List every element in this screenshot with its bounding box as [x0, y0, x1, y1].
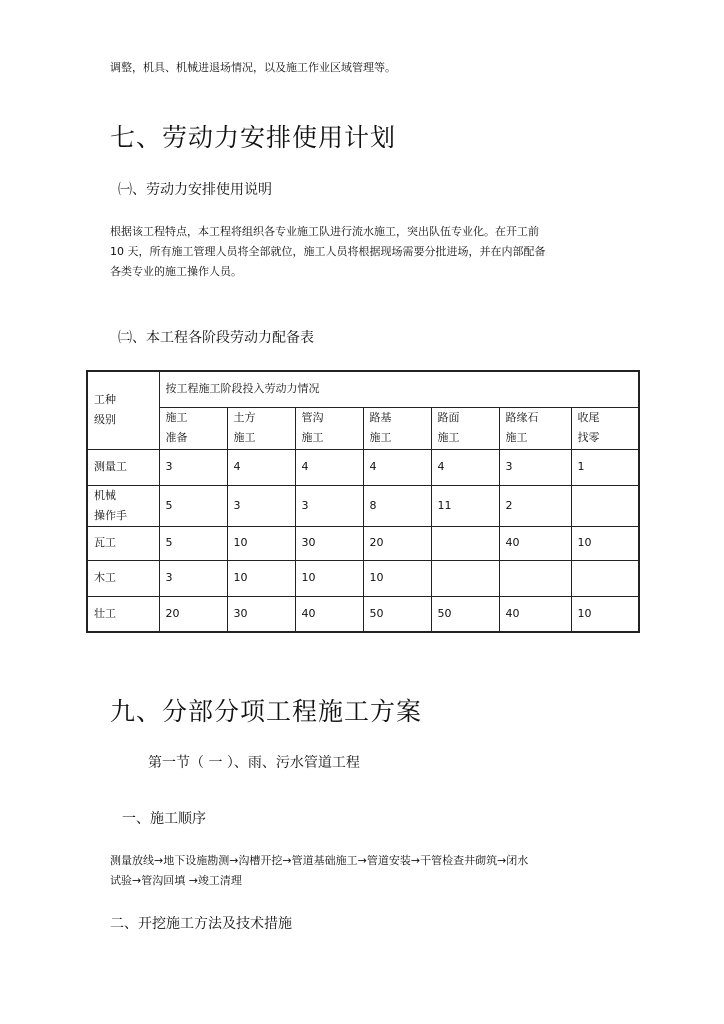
- table-cell: 3: [159, 560, 227, 596]
- construction-sequence: [110, 851, 528, 891]
- chapter-title: 第一节（ 一 ）、雨、污水管道工程: [148, 755, 360, 771]
- table-cell: 11: [431, 485, 499, 526]
- table-cell: 10: [363, 560, 431, 596]
- column-header: 施工 准备: [159, 407, 227, 449]
- labor-table: [86, 370, 640, 633]
- table-cell: 20: [363, 526, 431, 560]
- section-9-sub2: 二、开挖施工方法及技术措施: [110, 916, 292, 932]
- table-cell: 2: [499, 485, 571, 526]
- table-cell: 5: [159, 485, 227, 526]
- table-cell: [499, 560, 571, 596]
- paragraph-line: 各类专业的施工操作人员。: [110, 265, 242, 278]
- corner-cell: [87, 371, 159, 449]
- table-cell: 40: [499, 526, 571, 560]
- section-9-title: 九、分部分项工程施工方案: [110, 697, 423, 726]
- sequence-line: 试验→管沟回填 →竣工清理: [110, 874, 242, 887]
- table-cell: 30: [295, 526, 363, 560]
- table-cell: 10: [571, 596, 639, 632]
- table-header-row-1: [87, 371, 639, 407]
- intro-line: 调整，机具、机械进退场情况，以及施工作业区域管理等。: [110, 61, 396, 74]
- group-header: 按工程施工阶段投入劳动力情况: [159, 371, 639, 407]
- table-cell: 40: [499, 596, 571, 632]
- table-cell: 3: [159, 449, 227, 485]
- table-cell: [571, 560, 639, 596]
- table-cell: [431, 560, 499, 596]
- column-header: 收尾 找零: [571, 407, 639, 449]
- corner-top: 工种: [94, 393, 116, 407]
- table-row: [87, 526, 639, 560]
- column-header: 路面 施工: [431, 407, 499, 449]
- table-header-row-2: [87, 407, 639, 449]
- table-row: [87, 449, 639, 485]
- table-cell: 10: [227, 560, 295, 596]
- section-7-sub2: ㈡、本工程各阶段劳动力配备表: [118, 330, 314, 346]
- corner-bottom: 级别: [94, 413, 116, 427]
- row-label: 瓦工: [87, 526, 159, 560]
- table-cell: 10: [571, 526, 639, 560]
- column-header: 土方 施工: [227, 407, 295, 449]
- section-7-title: 七、劳动力安排使用计划: [110, 123, 397, 152]
- table-cell: 3: [227, 485, 295, 526]
- column-header: 管沟 施工: [295, 407, 363, 449]
- table-cell: 50: [363, 596, 431, 632]
- table-row: [87, 596, 639, 632]
- table-row: [87, 485, 639, 526]
- paragraph-line: 根据该工程特点，本工程将组织各专业施工队进行流水施工，突出队伍专业化。在开工前: [110, 225, 539, 238]
- sequence-line: 测量放线→地下设施勘测→沟槽开挖→管道基础施工→管道安装→干管检查井砌筑→闭水: [110, 854, 529, 867]
- column-header: 路缘石 施工: [499, 407, 571, 449]
- column-header: 路基 施工: [363, 407, 431, 449]
- table-cell: 4: [431, 449, 499, 485]
- table-cell: 50: [431, 596, 499, 632]
- table-cell: [571, 485, 639, 526]
- table-cell: 3: [499, 449, 571, 485]
- row-label: 木工: [87, 560, 159, 596]
- table-cell: 20: [159, 596, 227, 632]
- table-cell: 10: [295, 560, 363, 596]
- table-cell: 3: [295, 485, 363, 526]
- section-9-sub1: 一、施工顺序: [122, 811, 206, 827]
- table-cell: 4: [227, 449, 295, 485]
- table-cell: 4: [295, 449, 363, 485]
- table-row: [87, 560, 639, 596]
- table-cell: 40: [295, 596, 363, 632]
- table-cell: 30: [227, 596, 295, 632]
- table-cell: 10: [227, 526, 295, 560]
- row-label: 测量工: [87, 449, 159, 485]
- table-cell: 4: [363, 449, 431, 485]
- table-cell: 8: [363, 485, 431, 526]
- table-cell: 1: [571, 449, 639, 485]
- table-cell: [431, 526, 499, 560]
- section-7-sub1: ㈠、劳动力安排使用说明: [118, 182, 272, 198]
- table-cell: 5: [159, 526, 227, 560]
- row-label: 机械 操作手: [87, 485, 159, 526]
- row-label: 壮工: [87, 596, 159, 632]
- paragraph-line: 10 天，所有施工管理人员将全部就位，施工人员将根据现场需要分批进场，并在内部配备: [110, 245, 546, 258]
- section-7-paragraph: [110, 222, 546, 282]
